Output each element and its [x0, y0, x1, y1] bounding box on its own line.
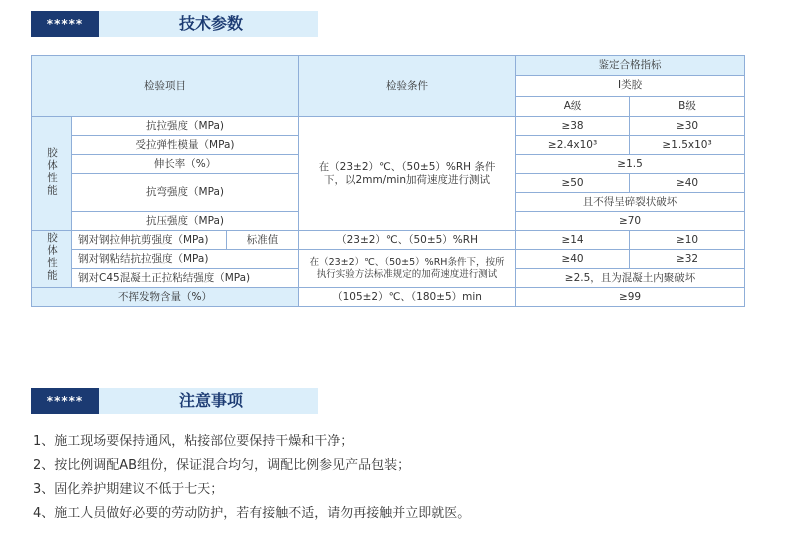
- header-criteria: 鉴定合格指标: [516, 56, 745, 76]
- item-elastic-modulus: 受拉弹性模量（MPa): [72, 136, 299, 155]
- banner-stars: *****: [31, 11, 99, 37]
- item-elongation: 伸长率（%）: [72, 155, 299, 174]
- value-ab: ≥1.5: [516, 155, 745, 174]
- value-ab: ≥99: [516, 288, 745, 307]
- header-condition: 检验条件: [299, 56, 516, 117]
- section-title: 技术参数: [178, 14, 243, 33]
- value-b: ≥10: [630, 231, 745, 250]
- condition-text: 在（23±2）℃、（50±5）%RH 条件下，以2mm/min加荷速度进行测试: [299, 117, 516, 231]
- section-banner-tech-params: [31, 11, 318, 37]
- value-b: ≥40: [630, 174, 745, 193]
- list-item: 2、按比例调配AB组份，保证混合均匀，调配比例参见产品包装；: [33, 458, 411, 473]
- group-label: [32, 117, 72, 231]
- condition-text: （23±2）℃、（50±5）%RH: [299, 231, 516, 250]
- value-a: ≥38: [516, 117, 630, 136]
- precautions-list: [33, 430, 470, 526]
- item-flexural-strength: 抗弯强度（MPa): [72, 174, 299, 212]
- condition-text: （105±2）℃、（180±5）min: [299, 288, 516, 307]
- item-sub-standard: 标准值: [227, 231, 299, 250]
- list-item: 1、施工现场要保持通风，粘接部位要保持干燥和干净；: [33, 434, 354, 449]
- header-item: 检验项目: [32, 56, 299, 117]
- item-concrete-bond: 钢对C45混凝土正拉粘结强度（MPa): [72, 269, 299, 288]
- value-ab: ≥70: [516, 212, 745, 231]
- section-banner-precautions: [31, 388, 318, 414]
- item-nonvolatile: 不挥发物含量（%）: [32, 288, 299, 307]
- value-a: ≥14: [516, 231, 630, 250]
- group-label-text: 胶体性能: [46, 146, 58, 197]
- value-b: ≥30: [630, 117, 745, 136]
- item-bond-tensile: 钢对钢粘结抗拉强度（MPa): [72, 250, 299, 269]
- value-a: ≥40: [516, 250, 630, 269]
- value-a: ≥50: [516, 174, 630, 193]
- section-title: 注意事项: [178, 391, 243, 410]
- item-shear-strength: 钢对钢拉伸抗剪强度（MPa): [72, 231, 227, 250]
- banner-stars: *****: [31, 388, 99, 414]
- header-grade-a: A级: [516, 96, 630, 116]
- item-compressive-strength: 抗压强度（MPa): [72, 212, 299, 231]
- value-note: 且不得呈碎裂状破坏: [516, 193, 745, 212]
- value-b: ≥32: [630, 250, 745, 269]
- value-a: ≥2.4x10³: [516, 136, 630, 155]
- value-b: ≥1.5x10³: [630, 136, 745, 155]
- list-item: 3、固化养护期建议不低于七天；: [33, 482, 224, 497]
- group-label-text: 胶体性能: [46, 232, 58, 282]
- spec-table: [31, 55, 745, 307]
- value-ab: ≥2.5，且为混凝土内聚破坏: [516, 269, 745, 288]
- header-type: I类胶: [516, 76, 745, 96]
- header-grade-b: B级: [630, 96, 745, 116]
- condition-text: 在（23±2）℃、（50±5）%RH条件下，按所执行实验方法标准规定的加荷速度进行测试: [299, 250, 516, 288]
- item-tensile-strength: 抗拉强度（MPa): [72, 117, 299, 136]
- group-label: [32, 231, 72, 288]
- list-item: 4、施工人员做好必要的劳动防护，若有接触不适，请勿再接触并立即就医。: [33, 506, 471, 521]
